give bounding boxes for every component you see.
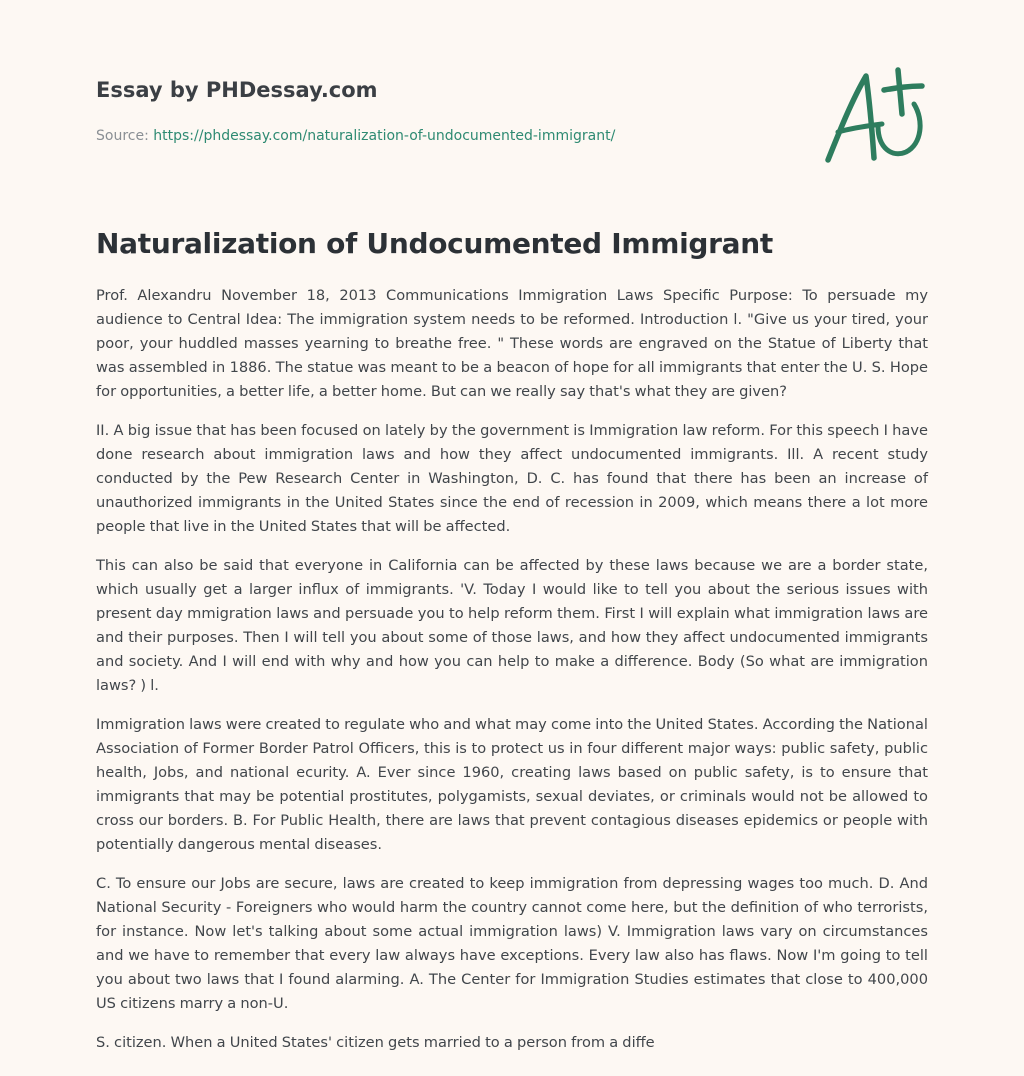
essay-paragraph: S. citizen. When a United States' citizen gets married to a person from a diffe (96, 1034, 655, 1051)
essay-paragraph: C. To ensure our Jobs are secure, laws are created to keep immigration from depressing wages too much. D. And National Security - Foreigners who would harm the country cannot come here, but the definition of who terrorists, for instance. Now let's talking about some actual immigration laws) V. Immigration laws vary on circumstances and we have to remember that every law always have exceptions. Every law also has flaws. Now I'm going to tell you about two laws that I found alarming. A. The Center for Immigration Studies estimates that close to 400,000 US citizens marry a non-U. (96, 875, 928, 1012)
source-label: Source: (96, 128, 154, 144)
essay-paragraph: Immigration laws were created to regulate who and what may come into the United States. According the National Association of Former Border Patrol Officers, this is to protect us in four different major ways: public safety, public health, Jobs, and national ecurity. A. Ever since 1960, creating laws based on public safety, is to ensure that immigrants that may be potential prostitutes, polygamists, sexual deviates, or criminals would not be allowed to cross our borders. B. For Public Health, there are laws that prevent contagious diseases epidemics or people with potentially dangerous mental diseases. (96, 716, 928, 853)
a-plus-logo-icon (818, 64, 934, 168)
essay-body (96, 284, 928, 1070)
essay-paragraph: II. A big issue that has been focused on lately by the government is Immigration law reform. For this speech I have done research about immigration laws and how they affect undocumented immigrants. Ill. A recent study conducted by the Pew Research Center in Washington, D. C. has found that there has been an increase of unauthorized immigrants in the United States since the end of recession in 2009, which means there a lot more people that live in the United States that will be affected. (96, 422, 928, 535)
essay-paragraph: Prof. Alexandru November 18, 2013 Communications Immigration Laws Specific Purpose: To persuade my audience to Central Idea: The immigration system needs to be reformed. Introduction l. "Give us your tired, your poor, your huddled masses yearning to breathe free. " These words are engraved on the Statue of Liberty that was assembled in 1886. The statue was meant to be a beacon of hope for all immigrants that enter the U. S. Hope for opportunities, a better life, a better home. But can we really say that's what they are given? (96, 287, 928, 400)
source-line (96, 126, 796, 146)
brand-title: Essay by PHDessay.com (96, 78, 378, 102)
essay-title: Naturalization of Undocumented Immigrant (96, 227, 773, 260)
essay-header (96, 76, 796, 146)
source-link[interactable]: https://phdessay.com/naturalization-of-undocumented-immigrant/ (153, 128, 616, 144)
essay-paragraph: This can also be said that everyone in California can be affected by these laws because we are a border state, which usually get a larger influx of immigrants. 'V. Today I would like to tell you about the serious issues with present day mmigration laws and persuade you to help reform them. First I will explain what immigration laws are and their purposes. Then I will tell you about some of those laws, and how they affect undocumented immigrants and society. And I will end with why and how you can help to make a difference. Body (So what are immigration laws? ) l. (96, 557, 928, 694)
